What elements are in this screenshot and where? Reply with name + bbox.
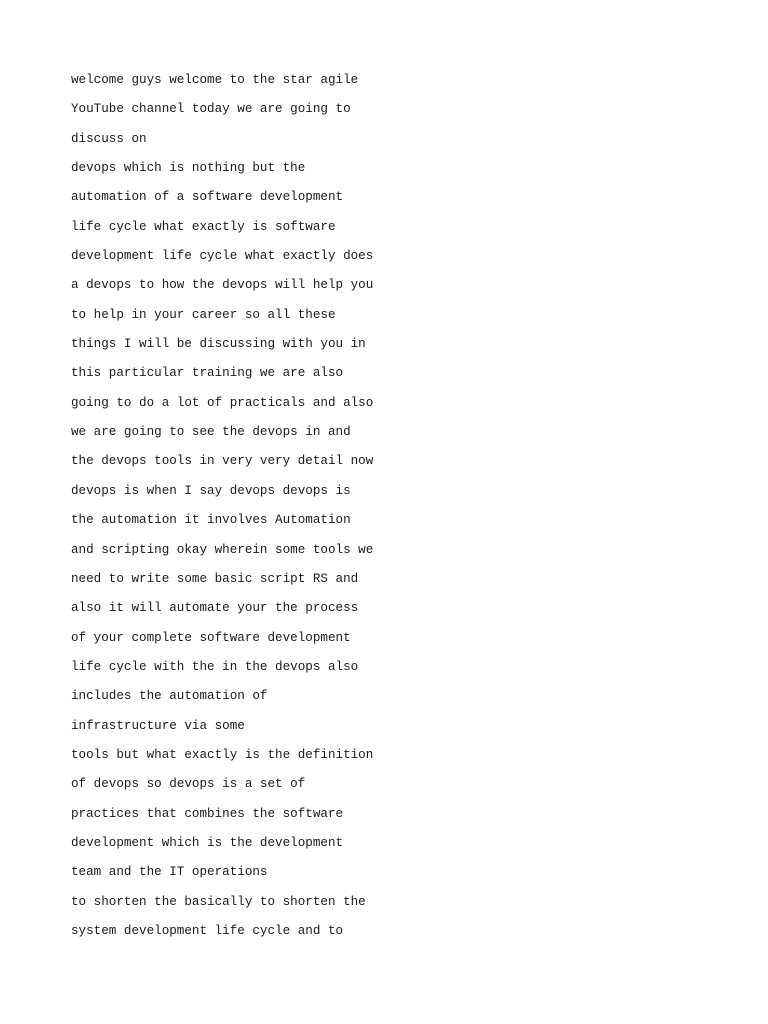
text-line: tools but what exactly is the definition	[71, 747, 374, 762]
text-line: a devops to how the devops will help you	[71, 278, 374, 293]
text-line: life cycle what exactly is software	[71, 219, 336, 234]
text-line: includes the automation of	[71, 689, 268, 704]
text-line: infrastructure via some	[71, 718, 245, 733]
text-line: devops is when I say devops devops is	[71, 483, 351, 498]
text-line: automation of a software development	[71, 190, 344, 205]
text-line: devops which is nothing but the	[71, 161, 306, 176]
text-line: practices that combines the software	[71, 806, 344, 821]
text-line: this particular training we are also	[71, 366, 344, 381]
text-line: discuss on	[71, 131, 147, 146]
text-line: of your complete software development	[71, 630, 351, 645]
text-line: life cycle with the in the devops also	[71, 659, 359, 674]
text-line: the devops tools in very very detail now	[71, 454, 374, 469]
text-line: also it will automate your the process	[71, 601, 359, 616]
text-line: need to write some basic script RS and	[71, 571, 359, 586]
text-line: going to do a lot of practicals and also	[71, 395, 374, 410]
text-line: to shorten the basically to shorten the	[71, 894, 366, 909]
text-line: of devops so devops is a set of	[71, 777, 306, 792]
text-line: development life cycle what exactly does	[71, 249, 374, 264]
text-line: the automation it involves Automation	[71, 513, 351, 528]
text-line: things I will be discussing with you in	[71, 337, 366, 352]
text-line: development which is the development	[71, 835, 344, 850]
text-line: team and the IT operations	[71, 865, 268, 880]
text-line: and scripting okay wherein some tools we	[71, 542, 374, 557]
transcript-text	[71, 69, 731, 949]
text-line: YouTube channel today we are going to	[71, 102, 351, 117]
text-line: we are going to see the devops in and	[71, 425, 351, 440]
text-line: to help in your career so all these	[71, 307, 336, 322]
text-line: system development life cycle and to	[71, 923, 344, 938]
text-line: welcome guys welcome to the star agile	[71, 73, 359, 87]
